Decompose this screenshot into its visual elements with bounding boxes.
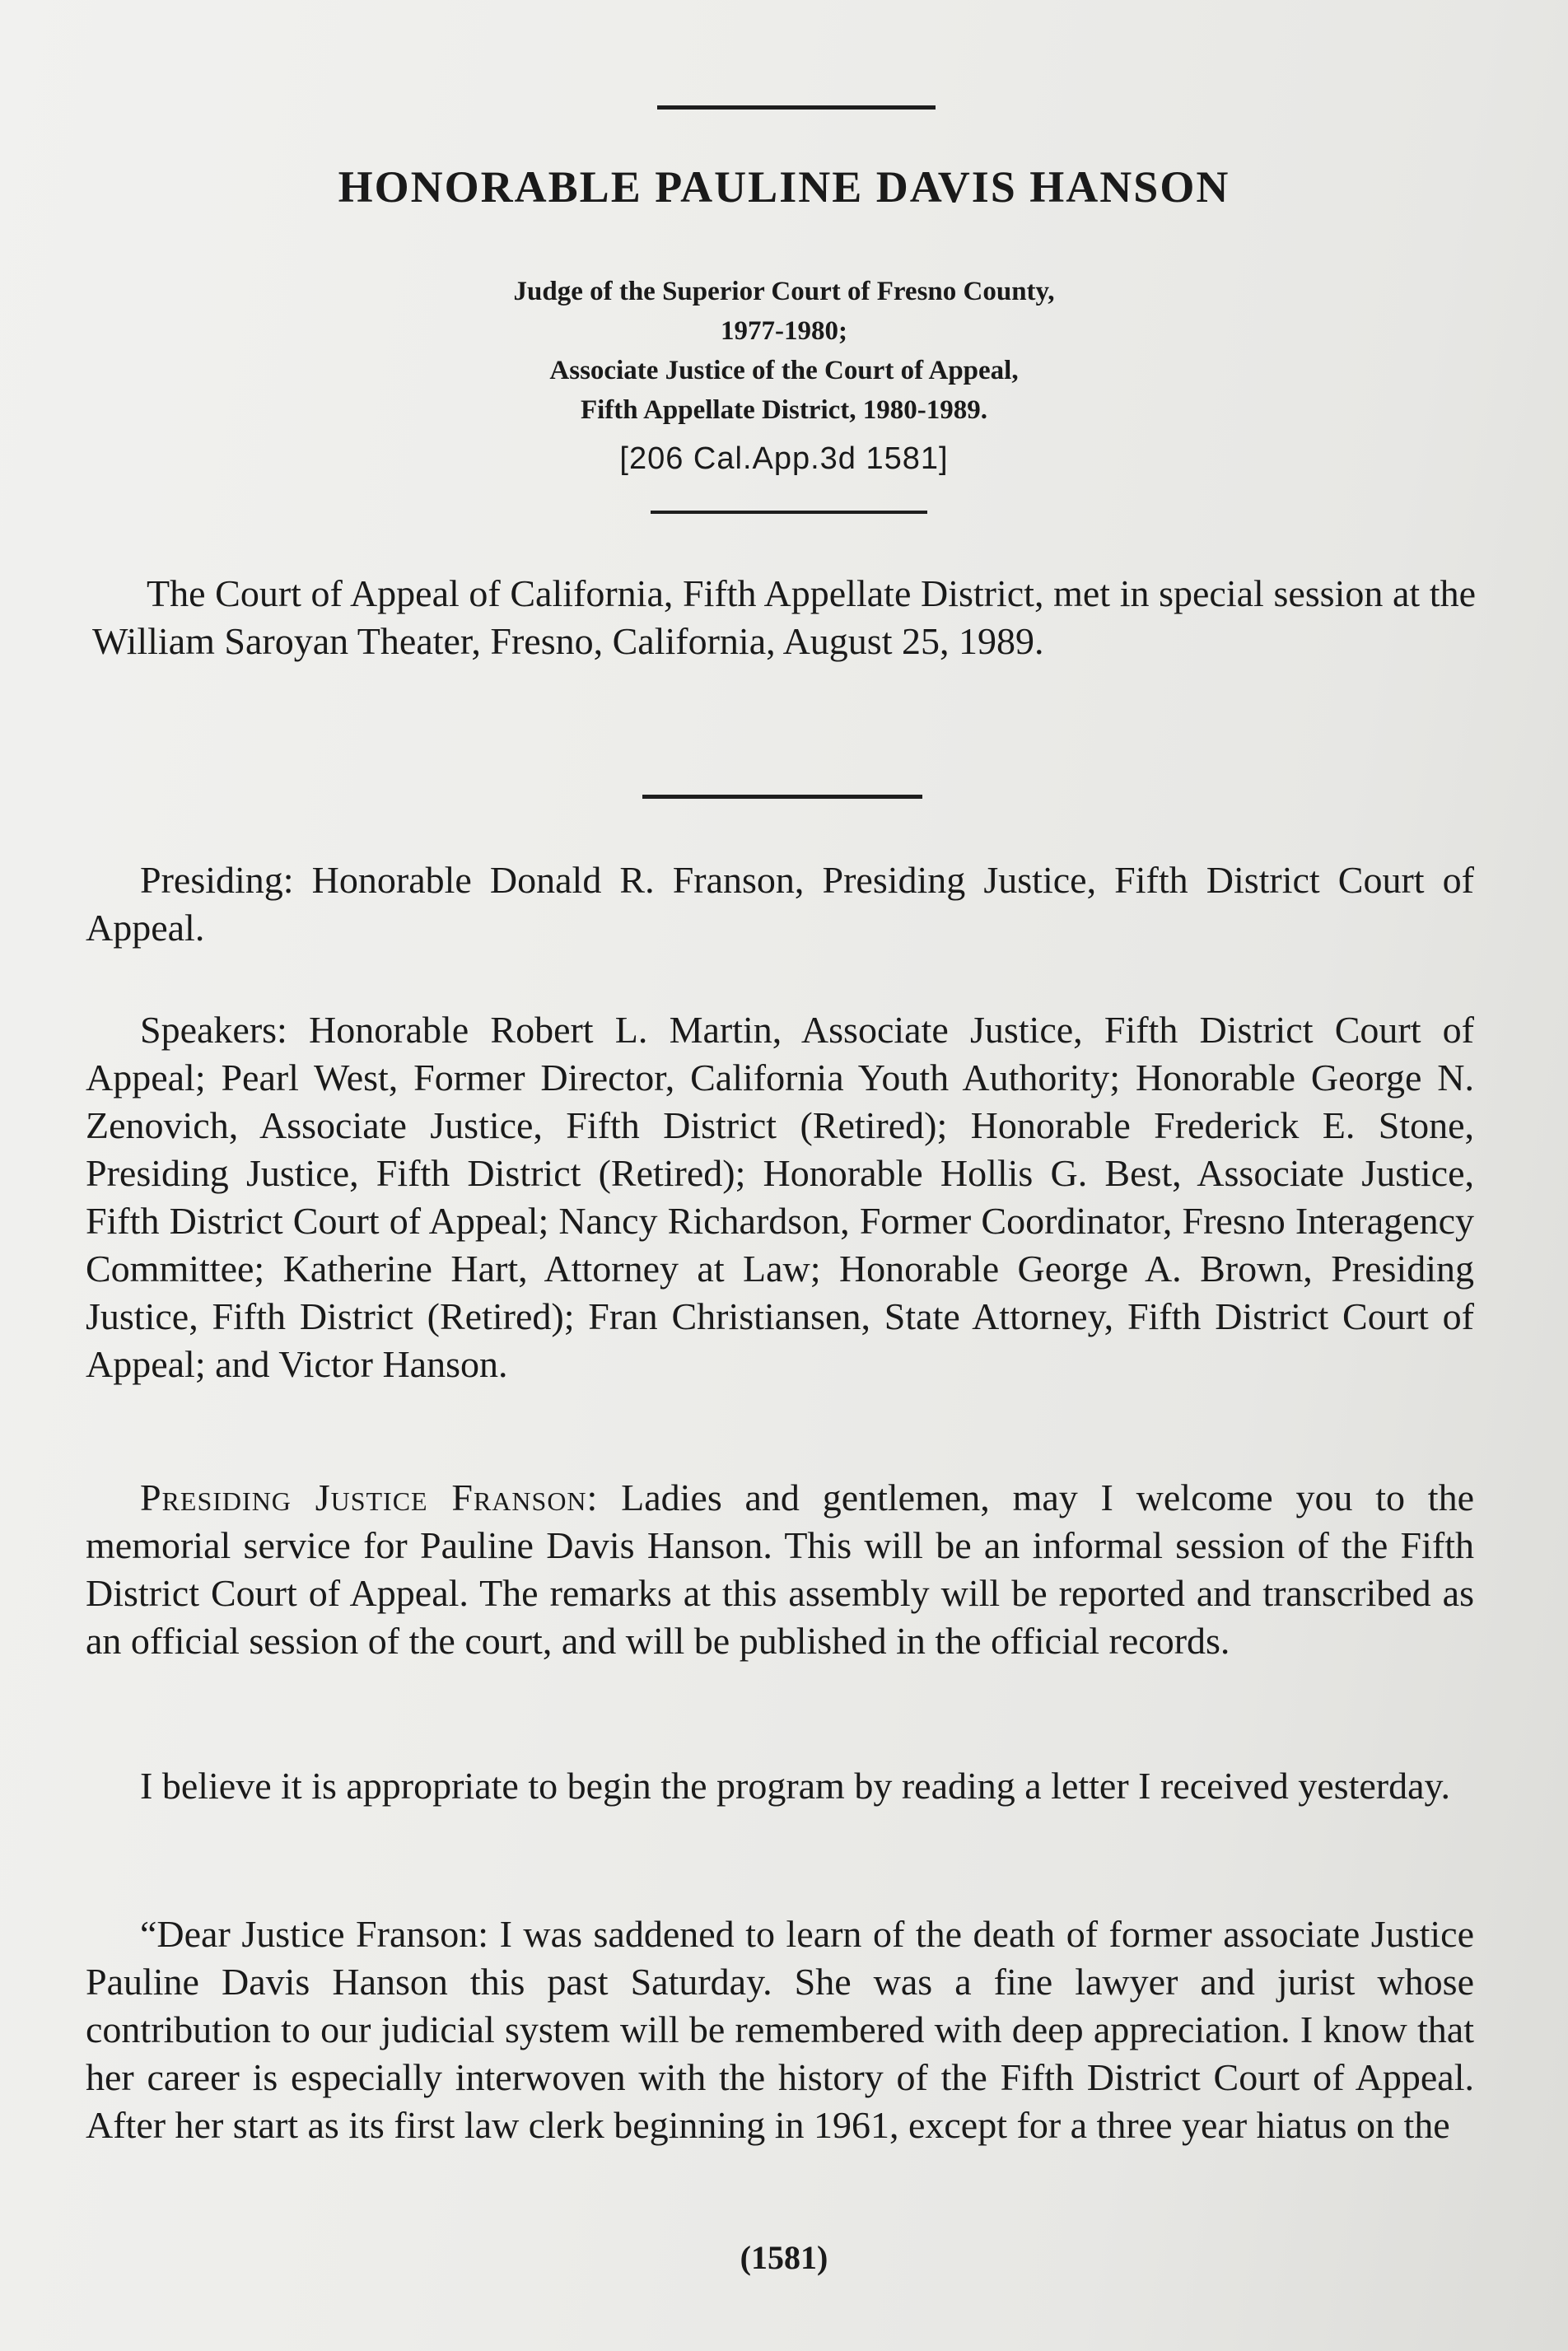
subtitle-line: Associate Justice of the Court of Appeal, [549, 356, 1019, 385]
top-rule [657, 105, 936, 110]
welcome-paragraph [86, 1474, 1474, 1665]
subtitle-line: 1977-1980; [721, 316, 847, 346]
welcome-text: Ladies and gentlemen, may I welcome you to the memorial service for Pauline Davis Hanson. This will be an informal session of the Fifth District Court of Appeal. The remarks at this assembly will be reported and transcribed as an official session of the court, and will be published in the official records. [86, 1476, 1474, 1662]
letter-paragraph: “Dear Justice Franson: I was saddened to learn of the death of former associate Justice Pauline Davis Hanson this past Saturday. She was a fine lawyer and jurist whose contribution to our judicial system will be remembered with deep appreciation. I know that her career is especially interwoven with the history of the Fifth District Court of Appeal. After her start as its first law clerk beginning in 1961, except for a three year hiatus on the [86, 1913, 1474, 2146]
case-citation: [206 Cal.App.3d 1581] [619, 441, 949, 476]
subtitle-line: Judge of the Superior Court of Fresno County, [513, 277, 1055, 306]
citation-rule [651, 511, 927, 514]
intro-paragraph: The Court of Appeal of California, Fifth Appellate District, met in special session at the William Saroyan Theater, Fresno, California, August 25, 1989. [92, 572, 1476, 662]
subtitle-line: Fifth Appellate District, 1980-1989. [580, 395, 988, 425]
letter-intro-paragraph: I believe it is appropriate to begin the program by reading a letter I received yesterday. [140, 1765, 1451, 1807]
section-separator-rule [642, 795, 922, 799]
page-number: (1581) [740, 2239, 828, 2276]
speaker-name: Presiding Justice Franson: [140, 1476, 599, 1518]
speakers-paragraph: Speakers: Honorable Robert L. Martin, Associate Justice, Fifth District Court of Appeal; Pearl West, Former Director, California Youth Authority; Honorable George N. Zenovich, Associate Justice, Fifth District (Retired); Honorable Frederick E. Stone, Presiding Justice, Fifth District (Retired); Honorable Hollis G. Best, Associate Justice, Fifth District Court of Appeal; Nancy Richardson, Former Coordinator, Fresno Interagency Committee; Katherine Hart, Attorney at Law; Honorable George A. Brown, Presiding Justice, Fifth District (Retired); Fran Christiansen, State Attorney, Fifth District Court of Appeal; and Victor Hanson. [86, 1009, 1474, 1385]
page-title: HONORABLE PAULINE DAVIS HANSON [338, 162, 1230, 212]
judge-subtitle [0, 272, 1568, 430]
presiding-paragraph: Presiding: Honorable Donald R. Franson, Presiding Justice, Fifth District Court of Appeal. [86, 859, 1474, 949]
